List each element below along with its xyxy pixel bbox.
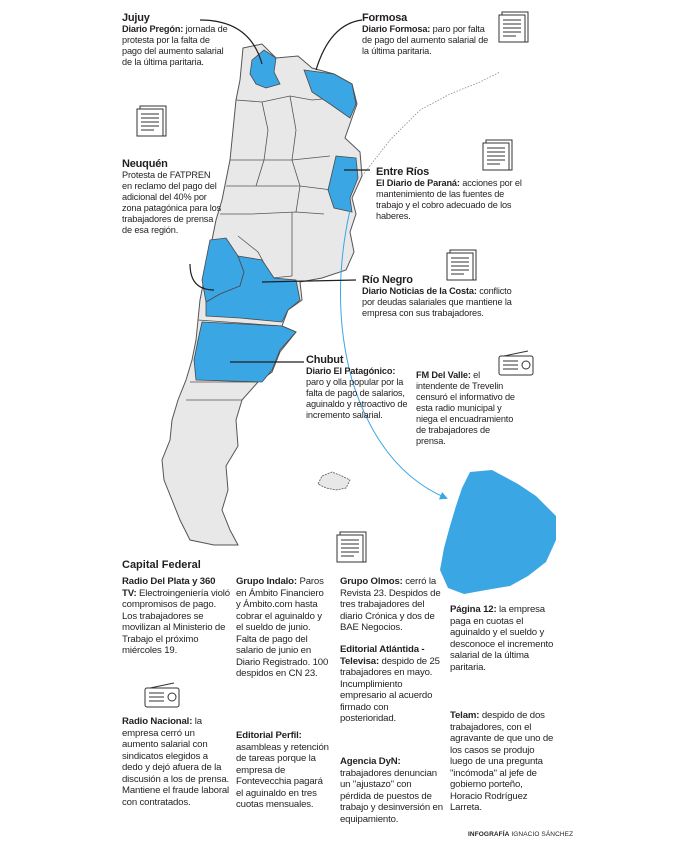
callout-text: Protesta de FATPREN en reclamo del pago del adicional del 40% por zona patagónica para los trabajadores de prensa de esa región. <box>122 170 222 235</box>
outlet-name: Diario Pregón <box>122 24 181 34</box>
callout-text: jornada de protesta por la falta de pago del aumento salarial de la última paritaria. <box>122 24 228 67</box>
callout-neuquen <box>122 158 222 236</box>
outlet-name: El Diario de Paraná <box>376 178 457 188</box>
item-agencia-dyn: Agencia DyN: trabajadores denuncian un "ajustazo" con pérdida de puestos de trabajo y desinversión en equipamiento. <box>340 756 443 825</box>
item-pagina-12: Página 12: la empresa paga en cuotas el aguinaldo y el sueldo y desconoce el incremento salarial de la última paritaria. <box>450 604 554 673</box>
item-editorial-perfil: Editorial Perfil: asambleas y retención de tareas porque la empresa de Fontevecchia pagará el aguinaldo en tres cuotas mensuales. <box>236 730 329 810</box>
province-chubut <box>194 322 296 382</box>
callout-entre-rios: Entre Ríos El Diario de Paraná: acciones por el mantenimiento de las fuentes de trabajo y el cobro adecuado de los haberes. <box>376 166 528 222</box>
outlet-name: Telam <box>450 710 477 721</box>
callout-chubut: Chubut Diario El Patagónico: paro y olla popular por la falta de pago de salarios, aguinaldo y retroactivo de incremento salarial. <box>306 354 410 421</box>
credit-author: IGNACIO SÁNCHEZ <box>511 831 574 838</box>
callout-text: acciones por el mantenimiento de las fuentes de trabajo y el cobro adecuado de los haberes. <box>376 178 522 221</box>
callout-title: Formosa <box>362 12 408 24</box>
item-editorial-atlantida: Editorial Atlántida - Televisa: despido de 25 trabajadores en mayo. Incumplimiento empresario al acuerdo firmado con posterioridad. <box>340 644 440 724</box>
outlet-name: Editorial Perfil <box>236 730 299 741</box>
item-grupo-olmos: Grupo Olmos: cerró la Revista 23. Despidos de tres trabajadores del diario Crónica y dos de BAE Negocios. <box>340 576 441 633</box>
outlet-name: Editorial Atlántida - Televisa <box>340 644 425 667</box>
outlet-name: Página 12 <box>450 604 494 615</box>
callout-text: el intendente de Trevelin censuró el informativo de esta radio municipal y niega el encuadramiento de trabajadores de prensa. <box>416 370 515 446</box>
outlet-name: Diario Noticias de la Costa <box>362 286 474 296</box>
item-text: trabajadores denuncian un "ajustazo" con pérdida de puestos de trabajo y desinversión en equipamiento. <box>340 767 443 825</box>
newspaper-icon <box>336 530 370 564</box>
item-radio-del-plata: Radio Del Plata y 360 TV: Electroingeniería violó compromisos de pago. Los trabajadores se movilizan al Ministerio de Trabajo el próximo miércoles 19. <box>122 576 230 656</box>
item-text: Paros en Ámbito Financiero y Ámbito.com hasta cobrar el aguinaldo y el sueldo de junio. Falta de pago del salario de junio en Diario Registrado. 100 despidos en CN 23. <box>236 576 329 679</box>
item-text: cerró la Revista 23. Despidos de tres trabajadores del diario Crónica y dos de BAE Negocios. <box>340 576 441 633</box>
outlet-name: Agencia DyN <box>340 756 398 767</box>
callout-jujuy: Jujuy Diario Pregón: jornada de protesta por la falta de pago del aumento salarial de la última paritaria. <box>122 12 232 68</box>
item-text: la empresa paga en cuotas el aguinaldo y el sueldo y desconoce el incremento salarial de la última paritaria. <box>450 604 554 673</box>
section-title-capital-federal: Capital Federal <box>122 559 201 571</box>
neighbour-coast <box>362 72 500 176</box>
callout-text: paro y olla popular por la falta de pago de salarios, aguinaldo y retroactivo de incremento salarial. <box>306 377 408 420</box>
item-text: Electroingeniería violó compromisos de pago. Los trabajadores se movilizan al Ministerio de Trabajo el próximo miércoles 19. <box>122 587 230 656</box>
outlet-name: Radio Del Plata y 360 TV <box>122 576 216 599</box>
item-text: asambleas y retención de tareas porque la empresa de Fontevecchia pagará el aguinaldo en tres cuotas mensuales. <box>236 741 329 810</box>
malvinas-islands <box>318 472 350 490</box>
newspaper-icon <box>136 104 170 138</box>
outlet-name: FM Del Valle <box>416 370 468 380</box>
outlet-name: Diario Formosa <box>362 24 428 34</box>
capital-federal-shape <box>440 470 556 594</box>
callout-fm-del-valle: FM Del Valle: el intendente de Trevelin censuró el informativo de esta radio municipal y niega el encuadramiento de trabajadores de prensa. <box>416 370 515 446</box>
outlet-name: Grupo Olmos <box>340 576 400 587</box>
callout-title: Río Negro <box>362 274 413 286</box>
callout-formosa: Formosa Diario Formosa: paro por falta de pago del aumento salarial de la última paritaria. <box>362 12 494 57</box>
item-text: despido de dos trabajadores, con el agravante de que uno de los casos se produjo luego de una pregunta "incómoda" al jefe de gobierno porteño, Horacio Rodríguez Larreta. <box>450 710 554 813</box>
callout-title: Jujuy <box>122 12 150 24</box>
callout-text: conflicto por deudas salariales que mantiene la empresa con sus trabajadores. <box>362 286 512 318</box>
callout-rio-negro: Río Negro Diario Noticias de la Costa: conflicto por deudas salariales que mantiene la empresa con sus trabajadores. <box>362 274 512 318</box>
outlet-name: Radio Nacional <box>122 716 190 727</box>
credit <box>468 831 573 838</box>
item-text: despido de 25 trabajadores en mayo. Incumplimiento empresario al acuerdo firmado con posterioridad. <box>340 655 440 724</box>
callout-title: Entre Ríos <box>376 166 430 178</box>
newspaper-icon <box>498 10 532 44</box>
outlet-name: Diario El Patagónico <box>306 366 393 376</box>
radio-icon <box>144 682 180 708</box>
item-grupo-indalo: Grupo Indalo: Paros en Ámbito Financiero y Ámbito.com hasta cobrar el aguinaldo y el sueldo de junio. Falta de pago del salario de junio en Diario Registrado. 100 despidos en CN 23. <box>236 576 329 679</box>
item-text: la empresa cerró un aumento salarial con sindicatos elegidos a dedo y dejó afuera de la discusión a los de prensa. Mantiene el fraude laboral con contratados. <box>122 716 230 808</box>
item-telam: Telam: despido de dos trabajadores, con el agravante de que uno de los casos se produjo luego de una pregunta "incómoda" al jefe de gobierno porteño, Horacio Rodríguez Larreta. <box>450 710 554 813</box>
callout-title: Neuquén <box>122 158 168 170</box>
callout-title: Chubut <box>306 354 344 366</box>
item-radio-nacional: Radio Nacional: la empresa cerró un aumento salarial con sindicatos elegidos a dedo y dejó afuera de la discusión a los de prensa. Mantiene el fraude laboral con contratados. <box>122 716 230 808</box>
outlet-name: Grupo Indalo <box>236 576 294 587</box>
callout-text: paro por falta de pago del aumento salarial de la última paritaria. <box>362 24 489 56</box>
credit-label: INFOGRAFÍA <box>468 831 510 838</box>
